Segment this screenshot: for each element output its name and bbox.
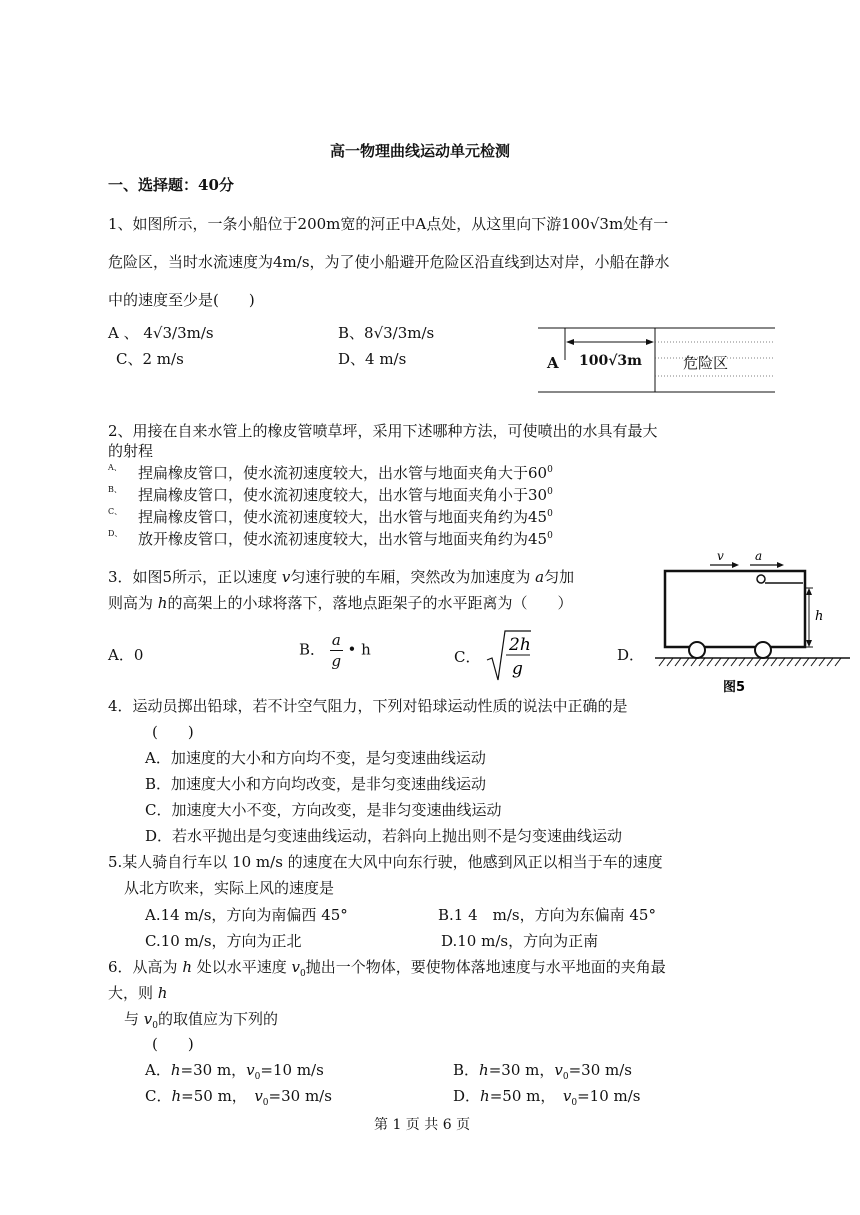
- q3-fig-caption: 图5: [723, 680, 746, 695]
- q5-option-d: D.10 m/s，方向为正南: [441, 932, 599, 950]
- q1-option-c: C、2 m/s: [116, 350, 184, 368]
- page-footer: 第 1 页 共 6 页: [374, 1117, 471, 1133]
- q6-line3: 与 $v_0$的取值应为下列的: [124, 1010, 279, 1031]
- q2-option-letter: D、: [108, 529, 123, 538]
- page-title: 高一物理曲线运动单元检测: [330, 142, 511, 160]
- q4-option-d: D．若水平抛出是匀变速曲线运动，若斜向上抛出则不是匀变速曲线运动: [145, 827, 623, 845]
- q1-option-a: A 、 4√3/3m/s: [108, 324, 214, 342]
- q3-line1: 3．如图5所示，正以速度 v匀速行驶的车厢，突然改为加速度为 a匀加: [108, 568, 575, 586]
- q6-option-b: B．h=30 m，$v_0=30$ m/s: [453, 1061, 632, 1082]
- q1-line2: 危险区，当时水流速度为4m/s，为了使小船避开危险区沿直线到达对岸，小船在静水: [108, 253, 670, 271]
- q1-line1: 1、如图所示，一条小船位于200m宽的河正中A点处，从这里向下游100√3m处有一: [108, 215, 669, 233]
- q6-line4: ( ): [152, 1035, 194, 1053]
- q1-option-b: B、8√3/3m/s: [338, 324, 435, 342]
- q2-option-degree: 0: [547, 465, 553, 475]
- q2-line1: 2、用接在自来水管上的橡皮管喷草坪，采用下述哪种方法，可使喷出的水具有最大: [108, 422, 658, 440]
- sqrt-icon: [485, 628, 533, 684]
- q3-fig-v-label: v: [717, 549, 724, 563]
- q1-distance-label: 100√3m: [579, 353, 642, 369]
- q4-option-a: A．加速度的大小和方向均不变，是匀变速曲线运动: [145, 749, 486, 767]
- q2-option-degree: 0: [547, 487, 553, 497]
- q5-option-a: A.14 m/s，方向为南偏西 45°: [145, 906, 348, 924]
- q3-car-figure: [655, 548, 850, 696]
- q1-river-figure: [530, 320, 780, 400]
- q2-option-text: 放开橡皮管口，使水流初速度较大，出水管与地面夹角约为45: [138, 530, 548, 548]
- q2-option-letter: C、: [108, 507, 123, 516]
- q2-option-degree: 0: [547, 531, 553, 541]
- svg-text:g: g: [512, 659, 524, 679]
- q4-option-b: B．加速度大小和方向均改变，是非匀变速曲线运动: [145, 775, 487, 793]
- q2-option-text: 捏扁橡皮管口，使水流初速度较大，出水管与地面夹角大于60: [138, 464, 548, 482]
- q2-option: [108, 528, 553, 549]
- q5-option-b: B.1 4 m/s，方向为东偏南 45°: [438, 906, 656, 924]
- q3-option-d: D．: [617, 646, 645, 664]
- q2-option-letter: A、: [108, 463, 122, 472]
- svg-text:2h: 2h: [509, 635, 532, 655]
- q2-option-text: 捏扁橡皮管口，使水流初速度较大，出水管与地面夹角约为45: [138, 508, 548, 526]
- q6-option-c: C．h=50 m， $v_0=30$ m/s: [145, 1087, 332, 1108]
- q2-option: [108, 462, 553, 483]
- q4-option-c: C．加速度大小不变，方向改变，是非匀变速曲线运动: [145, 801, 502, 819]
- q1-option-d: D、4 m/s: [338, 350, 407, 368]
- q3-option-a: A．0: [108, 646, 144, 664]
- q1-point-a-label: A: [547, 354, 559, 372]
- section-heading: 一、选择题：40分: [108, 176, 234, 194]
- q2-line2: 的射程: [108, 442, 154, 460]
- q1-danger-zone-label: 危险区: [683, 354, 729, 372]
- q5-line1: 5.某人骑自行车以 10 m/s 的速度在大风中向东行驶，他感到风正以相当于车的速度: [108, 853, 663, 871]
- q3-fig-h-label: h: [815, 609, 824, 624]
- q6-option-a: A．h=30 m，$v_0=10$ m/s: [145, 1061, 324, 1082]
- q2-option-text: 捏扁橡皮管口，使水流初速度较大，出水管与地面夹角小于30: [138, 486, 548, 504]
- q6-line2: 大，则 h: [108, 984, 168, 1002]
- q3-option-b: B． $\frac{a}{g}$ • h: [299, 631, 371, 670]
- q2-option-degree: 0: [547, 509, 553, 519]
- q6-option-d: D．h=50 m， $v_0=10$ m/s: [453, 1087, 641, 1108]
- q3-line2: 则高为 h的高架上的小球将落下，落地点距架子的水平距离为（ ）: [108, 594, 573, 612]
- q1-line3: 中的速度至少是( ): [108, 291, 255, 309]
- q5-line2: 从北方吹来，实际上风的速度是: [124, 879, 335, 897]
- q2-option: [108, 484, 553, 505]
- q4-line1: 4．运动员掷出铅球，若不计空气阻力，下列对铅球运动性质的说法中正确的是: [108, 697, 628, 715]
- q3-option-c: C． 2h g: [454, 628, 533, 684]
- q2-option-letter: B、: [108, 485, 122, 494]
- q3-fig-a-label: a: [755, 549, 763, 563]
- q2-option: [108, 506, 553, 527]
- q6-line1: 6．从高为 h 处以水平速度 $v_0$抛出一个物体，要使物体落地速度与水平地面的夹角最: [108, 958, 666, 979]
- q4-line2: ( ): [152, 723, 194, 741]
- q5-option-c: C.10 m/s，方向为正北: [145, 932, 302, 950]
